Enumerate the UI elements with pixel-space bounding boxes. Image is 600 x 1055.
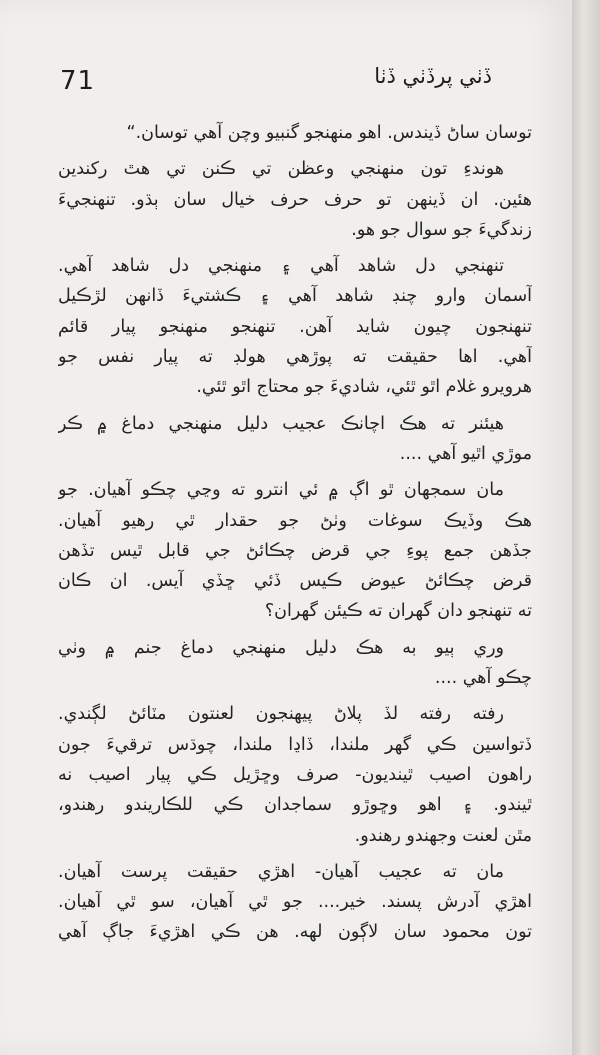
paragraph: [58, 118, 532, 148]
text-line: مٿن لعنت وجهندو رهندو.: [354, 825, 532, 846]
text-line: راهون اصيب ٿينديون- صرف وڇڙيل ڪي پيار اصيب نه: [58, 764, 532, 785]
text-line: تنهنجون چيون شايد آهن. تنهنجو منهنجو پيار قائم: [58, 316, 532, 337]
text-line: ڏتواسين ڪي گهر ملندا، ڏاڍا ملندا، چوڌس ترقيءَ جون: [58, 734, 532, 755]
text-line: آسمان وارو چنڊ شاهد آهي ۽ ڪشتيءَ ڏانهن لڙڪيل: [58, 286, 532, 307]
page-number: 71: [60, 66, 96, 96]
text-line: تنهنجي دل شاهد آهي ۽ منهنجي دل شاهد آهي.: [58, 256, 504, 277]
text-line: مان سمجهان ٿو اڳ ۾ ئي انترو ته وڃي چڪو آهيان. جو: [58, 480, 504, 501]
text-line: موڙي اٿيو آهي ....: [399, 443, 532, 464]
text-line: رفته رفته لڏ پلاڻ پيهنجون لعنتون مٽائڻ لڳندي.: [58, 704, 504, 725]
text-line: وري ٻيو به هڪ دليل منهنجي دماغ جنم ۾ وٺي: [58, 637, 504, 658]
text-line: ٿيندو. ۽ اهو وڇوڙو سماجدان ڪي للڪاريندو رهندو،: [58, 795, 532, 816]
paragraph: [58, 154, 532, 245]
text-line: هرويرو غلام اٿو ٿئي، شاديءَ جو محتاج اٿو ٿئي.: [196, 377, 532, 398]
page-edge: [572, 0, 600, 1055]
text-line: ته تنهنجو دان گهران ته ڪيئن گهران؟: [264, 601, 532, 622]
paragraph: [58, 633, 532, 694]
text-line: چڪو آهي ....: [434, 668, 532, 689]
text-line: هيئنر ته هڪ اچانڪ عجيب دليل منهنجي دماغ ۾ ڪر: [58, 413, 504, 434]
text-line: زندگيءَ جو سوال جو هو.: [351, 219, 532, 240]
text-line: توسان ساڻ ڏيندس. اهو منهنجو گنبيو وچن آهي توسان.“: [126, 123, 532, 143]
text-line: هوندءِ تون منهنجي وعظن تي ڪنن تي هٿ رکندين: [58, 159, 504, 180]
paragraph: [58, 857, 532, 948]
text-line: هئين. ان ڏينهن تو حرف حرف خيال سان ٻڌو. تنهنجيءَ: [58, 189, 532, 210]
text-line: آهي. اها حقيقت ته پوڙهي هولڊ ته پيار نفس جو: [58, 347, 532, 368]
paragraph: [58, 699, 532, 850]
text-line: مان ته عجيب آهيان- اهڙي حقيقت پرست آهيان.: [58, 861, 504, 882]
paragraph: [58, 251, 532, 402]
running-head: ڏٺي پرڏٺي ڏٺا: [374, 64, 492, 88]
paragraph: [58, 475, 532, 626]
text-line: هڪ وڏيڪ سوغات وٺڻ جو حقدار ٿي رهيو آهيان.: [58, 510, 532, 531]
body-text: [58, 118, 532, 948]
text-line: قرض چڪائڻ عيوض ڪيس ڏئي ڇڏي آيس. ان ڪان: [58, 571, 532, 592]
paragraph: [58, 409, 532, 470]
text-line: تون محمود سان لاڳون لهه. هن ڪي اهڙيءَ جاڳ آهي: [58, 922, 532, 943]
text-line: جڏهن جمع پوءِ جي قرض چڪائڻ جي قابل ٿيس تڏهن: [58, 540, 532, 561]
text-line: اهڙي آدرش پسند. خير.... جو ٿي آهيان، سو ٿي آهيان.: [58, 892, 532, 913]
